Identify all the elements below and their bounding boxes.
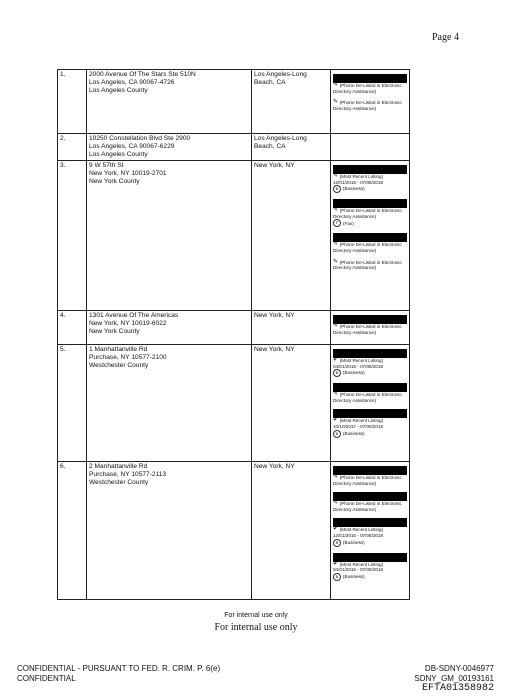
listing-type-label: (Business) <box>343 574 365 580</box>
metro-area-line: Los Angeles-Long <box>254 71 307 78</box>
address-cell <box>87 462 252 600</box>
phone-listing-cell <box>331 161 410 311</box>
listing-text: 10/10/2017 - 07/08/2018 <box>333 424 384 430</box>
listing-text: 12/01/2015 - 07/08/2018 <box>333 179 384 185</box>
phone-entry <box>333 518 407 546</box>
listing-type-badge-icon: B <box>333 573 341 581</box>
pen-icon: ✎ <box>333 500 340 507</box>
address-table <box>57 69 410 600</box>
listing-text: (Most Recent Listing) <box>339 358 384 364</box>
row-number: 5. <box>58 345 87 462</box>
address-cell <box>87 311 252 345</box>
table-row <box>58 161 410 311</box>
address-cell <box>87 70 252 134</box>
listing-type-label: (Business) <box>343 430 365 436</box>
table-row <box>58 311 410 345</box>
address-line: Los Angeles County <box>89 151 148 158</box>
checkmark-icon: ✔ <box>333 357 340 363</box>
pen-icon: ✎ <box>333 82 340 88</box>
listing-text: (Phone De-Listed in Electronic <box>339 392 402 398</box>
address-line: 1 Manhattanville Rd <box>89 346 148 353</box>
row-number: 4. <box>58 311 87 345</box>
phone-entry <box>333 233 407 253</box>
address-line: Westchester County <box>89 362 149 369</box>
listing-text: Directory Assistance) <box>333 105 377 111</box>
listing-text: Directory Assistance) <box>333 480 377 486</box>
listing-type-label: (Business) <box>343 370 365 376</box>
address-cell <box>87 345 252 462</box>
listing-text: (Phone De-Listed in Electronic <box>339 475 402 481</box>
listing-text: (Most Recent Listing) <box>339 418 384 424</box>
page-number: Page 4 <box>432 32 459 43</box>
phone-listing-cell <box>331 311 410 345</box>
listing-text: Directory Assistance) <box>333 329 377 335</box>
table-row <box>58 462 410 600</box>
metro-area-cell <box>252 161 331 311</box>
listing-text: (Phone De-Listed in Electronic <box>339 501 402 507</box>
address-line: Purchase, NY 10577-2113 <box>89 471 167 478</box>
phone-entry <box>333 553 407 581</box>
phone-entry <box>333 100 407 111</box>
address-line: 1301 Avenue Of The Americas <box>89 312 179 319</box>
listing-text: (Phone De-Listed in Electronic <box>339 259 402 265</box>
bates-db-sdny: DB-SDNY-0046977 <box>424 664 494 673</box>
address-line: Westchester County <box>89 479 149 486</box>
listing-text: (Most Recent Listing) <box>339 174 384 180</box>
address-line: New York, NY 10019-2701 <box>89 170 167 177</box>
metro-area-cell <box>252 462 331 600</box>
metro-area-line: Beach, CA <box>254 79 286 86</box>
redaction-box <box>333 553 407 562</box>
phone-entry <box>333 74 407 94</box>
redaction-box <box>333 466 407 475</box>
listing-text: Directory Assistance) <box>333 213 377 219</box>
listing-text: Directory Assistance) <box>333 88 377 94</box>
listing-type-badge-icon: B <box>333 430 341 438</box>
row-number: 2. <box>58 134 87 161</box>
phone-entry <box>333 492 407 512</box>
listing-type-label: (Business) <box>343 539 365 545</box>
redaction-box <box>333 492 407 501</box>
internal-use-note-large: For internal use only <box>214 622 298 633</box>
address-line: 2000 Avenue Of The Stars Ste 510N <box>89 71 196 78</box>
redaction-box <box>333 74 407 83</box>
listing-text: 04/01/2015 - 07/08/2018 <box>333 567 384 573</box>
listing-text: (Phone De-Listed in Electronic <box>339 100 402 106</box>
listing-text: Directory Assistance) <box>333 397 377 403</box>
pen-icon: ✎ <box>333 258 340 265</box>
phone-listing-cell <box>331 134 410 161</box>
address-line: New York, NY 10019-6022 <box>89 320 167 327</box>
internal-use-note-small: For internal use only <box>224 612 288 619</box>
address-line: 2 Manhattanville Rd <box>89 463 148 470</box>
listing-text: (Most Recent Listing) <box>339 527 384 533</box>
redaction-box <box>333 349 407 358</box>
listing-type-badge-icon: F <box>333 219 341 227</box>
row-number: 1. <box>58 70 87 134</box>
pen-icon: ✎ <box>333 323 340 329</box>
row-number: 6. <box>58 462 87 600</box>
pen-icon: ✎ <box>333 241 340 248</box>
listing-text: 04/01/2015 - 07/08/2018 <box>333 363 384 369</box>
metro-area-cell <box>252 311 331 345</box>
bates-efta: EFTA01358982 <box>421 683 494 694</box>
bates-numbers <box>414 664 494 694</box>
phone-entry <box>333 165 407 193</box>
redaction-box <box>333 315 407 324</box>
listing-type-badge-icon: B <box>333 369 341 377</box>
listing-text: Directory Assistance) <box>333 248 377 254</box>
listing-type-badge-icon: B <box>333 185 341 193</box>
listing-text: Directory Assistance) <box>333 506 377 512</box>
address-table-body <box>58 70 410 600</box>
metro-area-cell <box>252 134 331 161</box>
redaction-box <box>333 383 407 392</box>
metro-area-line: Beach, CA <box>254 143 286 150</box>
phone-entry <box>333 199 407 227</box>
phone-entry <box>333 260 407 271</box>
metro-area-line: New York, NY <box>254 463 295 470</box>
checkmark-icon: ✔ <box>333 417 340 424</box>
listing-text: Directory Assistance) <box>333 265 377 271</box>
address-line: Purchase, NY 10577-2100 <box>89 354 167 361</box>
phone-entry <box>333 315 407 335</box>
address-line: New York County <box>89 178 140 185</box>
listing-text: (Phone De-Listed in Electronic <box>339 324 402 330</box>
listing-type-label: (Business) <box>343 186 365 192</box>
phone-listing-cell <box>331 70 410 134</box>
address-line: Los Angeles County <box>89 87 148 94</box>
listing-text: (Most Recent Listing) <box>339 561 384 567</box>
pen-icon: ✎ <box>333 391 340 398</box>
phone-entry <box>333 409 407 437</box>
confidential-line-2: CONFIDENTIAL <box>17 674 76 683</box>
listing-text: (Phone De-Listed in Electronic <box>339 242 402 248</box>
listing-text: (Phone De-Listed in Electronic <box>339 83 402 89</box>
metro-area-line: New York, NY <box>254 162 295 169</box>
metro-area-cell <box>252 345 331 462</box>
address-cell <box>87 161 252 311</box>
listing-text: 12/01/2015 - 07/08/2018 <box>333 533 384 539</box>
address-line: Los Angeles, CA 90067-6229 <box>89 143 175 150</box>
phone-listing-cell <box>331 345 410 462</box>
row-number: 3. <box>58 161 87 311</box>
table-row <box>58 134 410 161</box>
pen-icon: ✎ <box>333 173 340 179</box>
confidential-line-1: CONFIDENTIAL - PURSUANT TO FED. R. CRIM. P. 6(e) <box>17 664 221 673</box>
address-line: 9 W 57th St <box>89 162 124 169</box>
phone-entry <box>333 383 407 403</box>
checkmark-icon: ✔ <box>333 560 340 567</box>
pen-icon: ✎ <box>333 207 340 214</box>
bates-sdny-gm: SDNY_GM_00193161 <box>414 674 494 683</box>
address-line: 10250 Constellation Blvd Ste 2900 <box>89 135 191 142</box>
redaction-box <box>333 199 407 208</box>
address-line: Los Angeles, CA 90067-4726 <box>89 79 175 86</box>
metro-area-cell <box>252 70 331 134</box>
phone-entry <box>333 349 407 377</box>
address-line: New York County <box>89 328 140 335</box>
listing-text: (Phone De-Listed in Electronic <box>339 208 402 214</box>
address-cell <box>87 134 252 161</box>
pen-icon: ✎ <box>333 474 340 480</box>
table-row <box>58 70 410 134</box>
confidential-notice <box>17 664 220 684</box>
listing-type-label: (Fax) <box>343 220 354 226</box>
phone-listing-cell <box>331 462 410 600</box>
phone-entry <box>333 466 407 486</box>
table-row <box>58 345 410 462</box>
metro-area-line: New York, NY <box>254 312 295 319</box>
listing-type-badge-icon: B <box>333 539 341 547</box>
metro-area-line: Los Angeles-Long <box>254 135 307 142</box>
checkmark-icon: ✔ <box>333 526 340 533</box>
pen-icon: ✎ <box>333 99 340 106</box>
redaction-box <box>333 165 407 174</box>
metro-area-line: New York, NY <box>254 346 295 353</box>
